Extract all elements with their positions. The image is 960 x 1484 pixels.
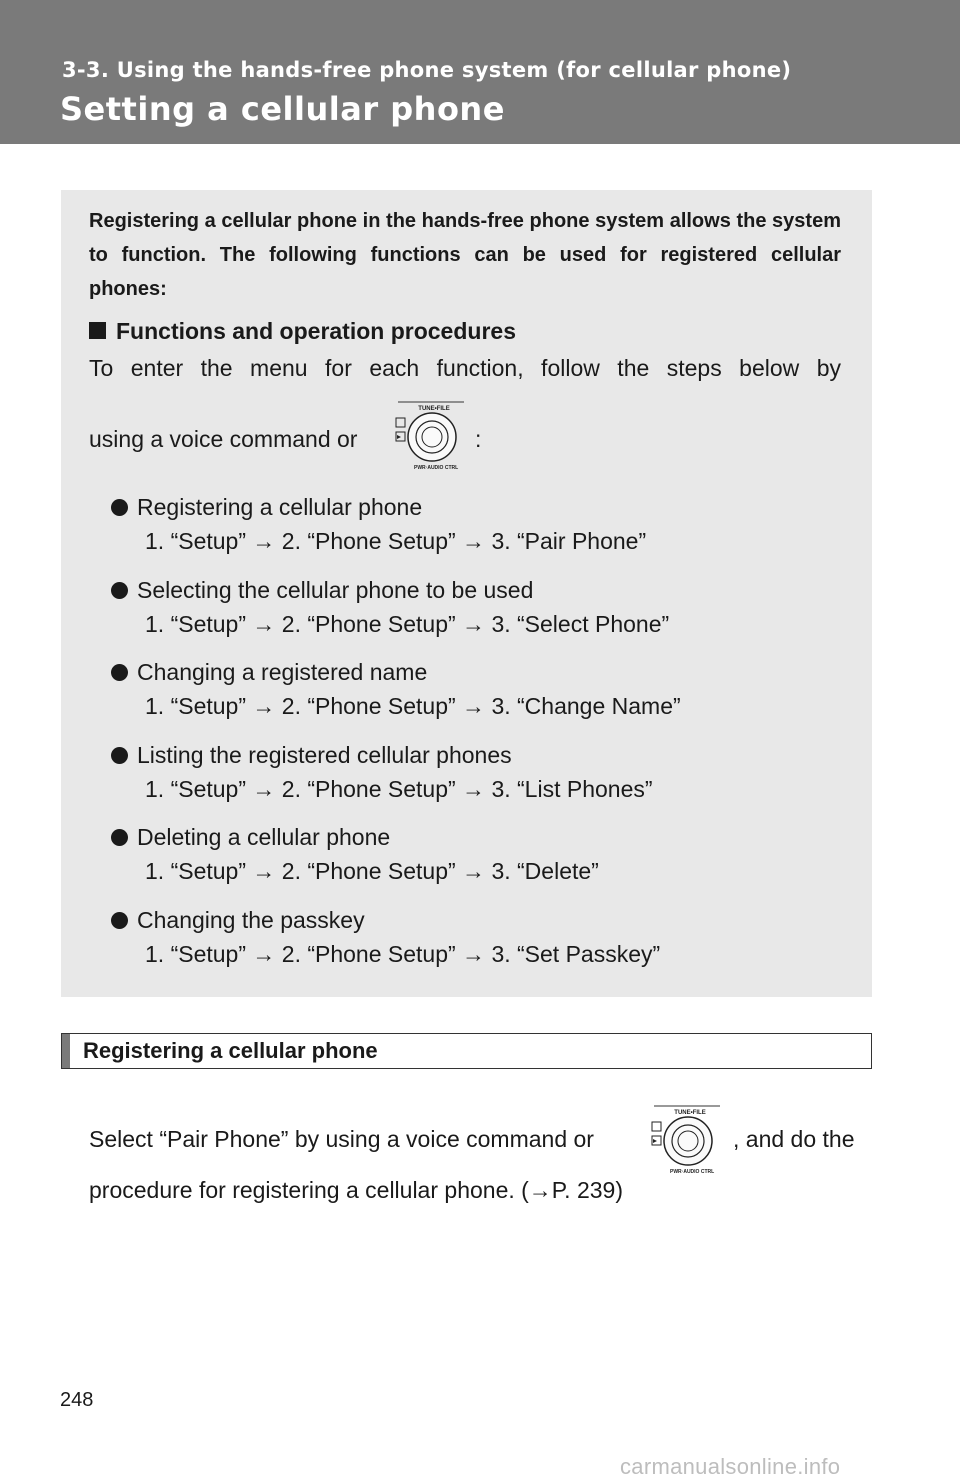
function-list [111,490,831,985]
item-steps: 1. “Setup” → 2. “Phone Setup” → 3. “Select Phone” [145,610,670,637]
list-item [111,738,831,821]
bullet-icon [111,829,128,846]
functions-subheading-text: Functions and operation procedures [116,318,516,344]
knob-bottom-label: PWR·AUDIO CTRL [670,1169,715,1175]
lead-colon: : [475,426,482,452]
info-box [61,190,872,997]
page-title: Setting a cellular phone [60,90,505,128]
section-heading-bar [61,1033,872,1069]
knob-top-label: TUNE•FILE [418,406,450,412]
page-number: 248 [60,1389,94,1411]
bullet-icon [111,747,128,764]
list-item [111,903,831,986]
body-line-2: procedure for registering a cellular phone. (→P. 239) [89,1177,623,1203]
item-steps: 1. “Setup” → 2. “Phone Setup” → 3. “Delete” [145,858,599,884]
list-item [111,573,831,656]
lead-line-1: To enter the menu for each function, follow the steps below by [89,355,841,381]
chapter-header [0,0,960,144]
lead-line-2: using a voice command or [89,426,358,452]
item-title: Selecting the cellular phone to be used [137,576,534,603]
item-steps: 1. “Setup” → 2. “Phone Setup” → 3. “Set Passkey” [145,940,661,967]
body-line-1: Select “Pair Phone” by using a voice command or [89,1126,594,1152]
body-line-1-end: , and do the [733,1126,855,1152]
heading-accent [62,1034,70,1068]
item-title: Changing the passkey [137,906,365,933]
tune-file-knob-icon [650,1104,722,1176]
list-item [111,490,831,573]
watermark: carmanualsonline.info [620,1454,841,1479]
item-title: Listing the registered cellular phones [137,741,512,768]
tune-file-knob-icon [394,400,466,472]
bullet-icon [111,499,128,516]
item-steps: 1. “Setup” → 2. “Phone Setup” → 3. “List Phones” [145,775,653,802]
bullet-icon [111,582,128,599]
bullet-icon [111,912,128,929]
section-label: 3-3. Using the hands-free phone system (for cellular phone) [62,58,792,82]
item-title: Changing a registered name [137,659,428,685]
square-bullet-icon [89,322,106,339]
intro-text: Registering a cellular phone in the hands-free phone system allows the system to function. The following functions can be used for registered cellular phones: [89,210,841,300]
knob-top-label: TUNE•FILE [674,1110,706,1116]
bullet-icon [111,664,128,681]
knob-bottom-label: PWR·AUDIO CTRL [414,465,459,471]
list-item [111,820,831,903]
item-steps: 1. “Setup” → 2. “Phone Setup” → 3. “Pair Phone” [145,528,647,554]
item-steps: 1. “Setup” → 2. “Phone Setup” → 3. “Change Name” [145,693,681,719]
section-heading: Registering a cellular phone [83,1038,378,1063]
functions-subheading [89,318,516,345]
list-item [111,655,831,738]
item-title: Registering a cellular phone [137,494,423,520]
item-title: Deleting a cellular phone [137,824,391,850]
